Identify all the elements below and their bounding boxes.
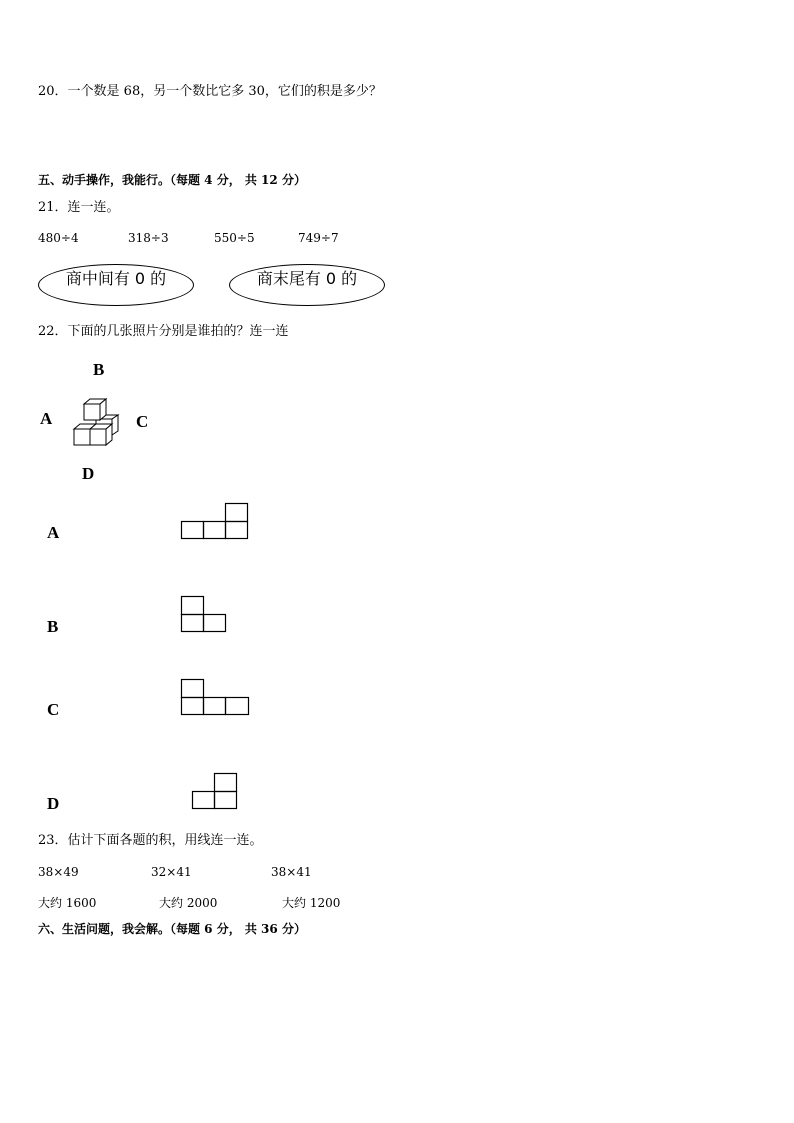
section-6-heading: 六、生活问题，我会解。（每题 6 分， 共 36 分） [38, 922, 306, 936]
q23-estimate-2: 大约 2000 [159, 896, 218, 910]
oval-end-zero-label: 商末尾有 0 的 [256, 269, 358, 288]
q23-expression-3: 38×41 [271, 865, 312, 879]
view-label-d: D [47, 794, 60, 813]
observer-bottom-label: D [82, 464, 95, 483]
question-22-title: 22．下面的几张照片分别是谁拍的？连一连 [38, 324, 289, 339]
question-21-title: 21．连一连。 [38, 200, 120, 215]
q21-expression-1: 480÷4 [38, 231, 79, 245]
view-label-c: C [47, 700, 60, 719]
view-d-grid[interactable] [192, 773, 238, 810]
view-label-a: A [47, 523, 60, 542]
view-label-b: B [47, 617, 59, 636]
q21-expression-2: 318÷3 [128, 231, 169, 245]
cube-stack-figure [70, 395, 122, 451]
q23-estimate-3: 大约 1200 [282, 896, 341, 910]
q23-expression-2: 32×41 [151, 865, 192, 879]
view-b-grid[interactable] [181, 596, 227, 633]
oval-middle-zero-label: 商中间有 0 的 [65, 269, 167, 288]
oval-middle-zero[interactable] [38, 264, 194, 306]
question-23-title: 23．估计下面各题的积，用线连一连。 [38, 833, 263, 848]
view-c-grid[interactable] [181, 679, 250, 716]
q21-expression-4: 749÷7 [298, 231, 339, 245]
question-20-text: 20．一个数是 68，另一个数比它多 30，它们的积是多少？ [38, 84, 382, 99]
section-5-heading: 五、动手操作，我能行。（每题 4 分， 共 12 分） [38, 173, 306, 187]
oval-end-zero[interactable] [229, 264, 385, 306]
observer-left-label: A [40, 409, 53, 428]
q21-expression-3: 550÷5 [214, 231, 255, 245]
observer-top-label: B [93, 360, 105, 379]
q23-estimate-1: 大约 1600 [38, 896, 97, 910]
observer-right-label: C [136, 412, 149, 431]
view-a-grid[interactable] [181, 503, 249, 540]
q23-expression-1: 38×49 [38, 865, 79, 879]
